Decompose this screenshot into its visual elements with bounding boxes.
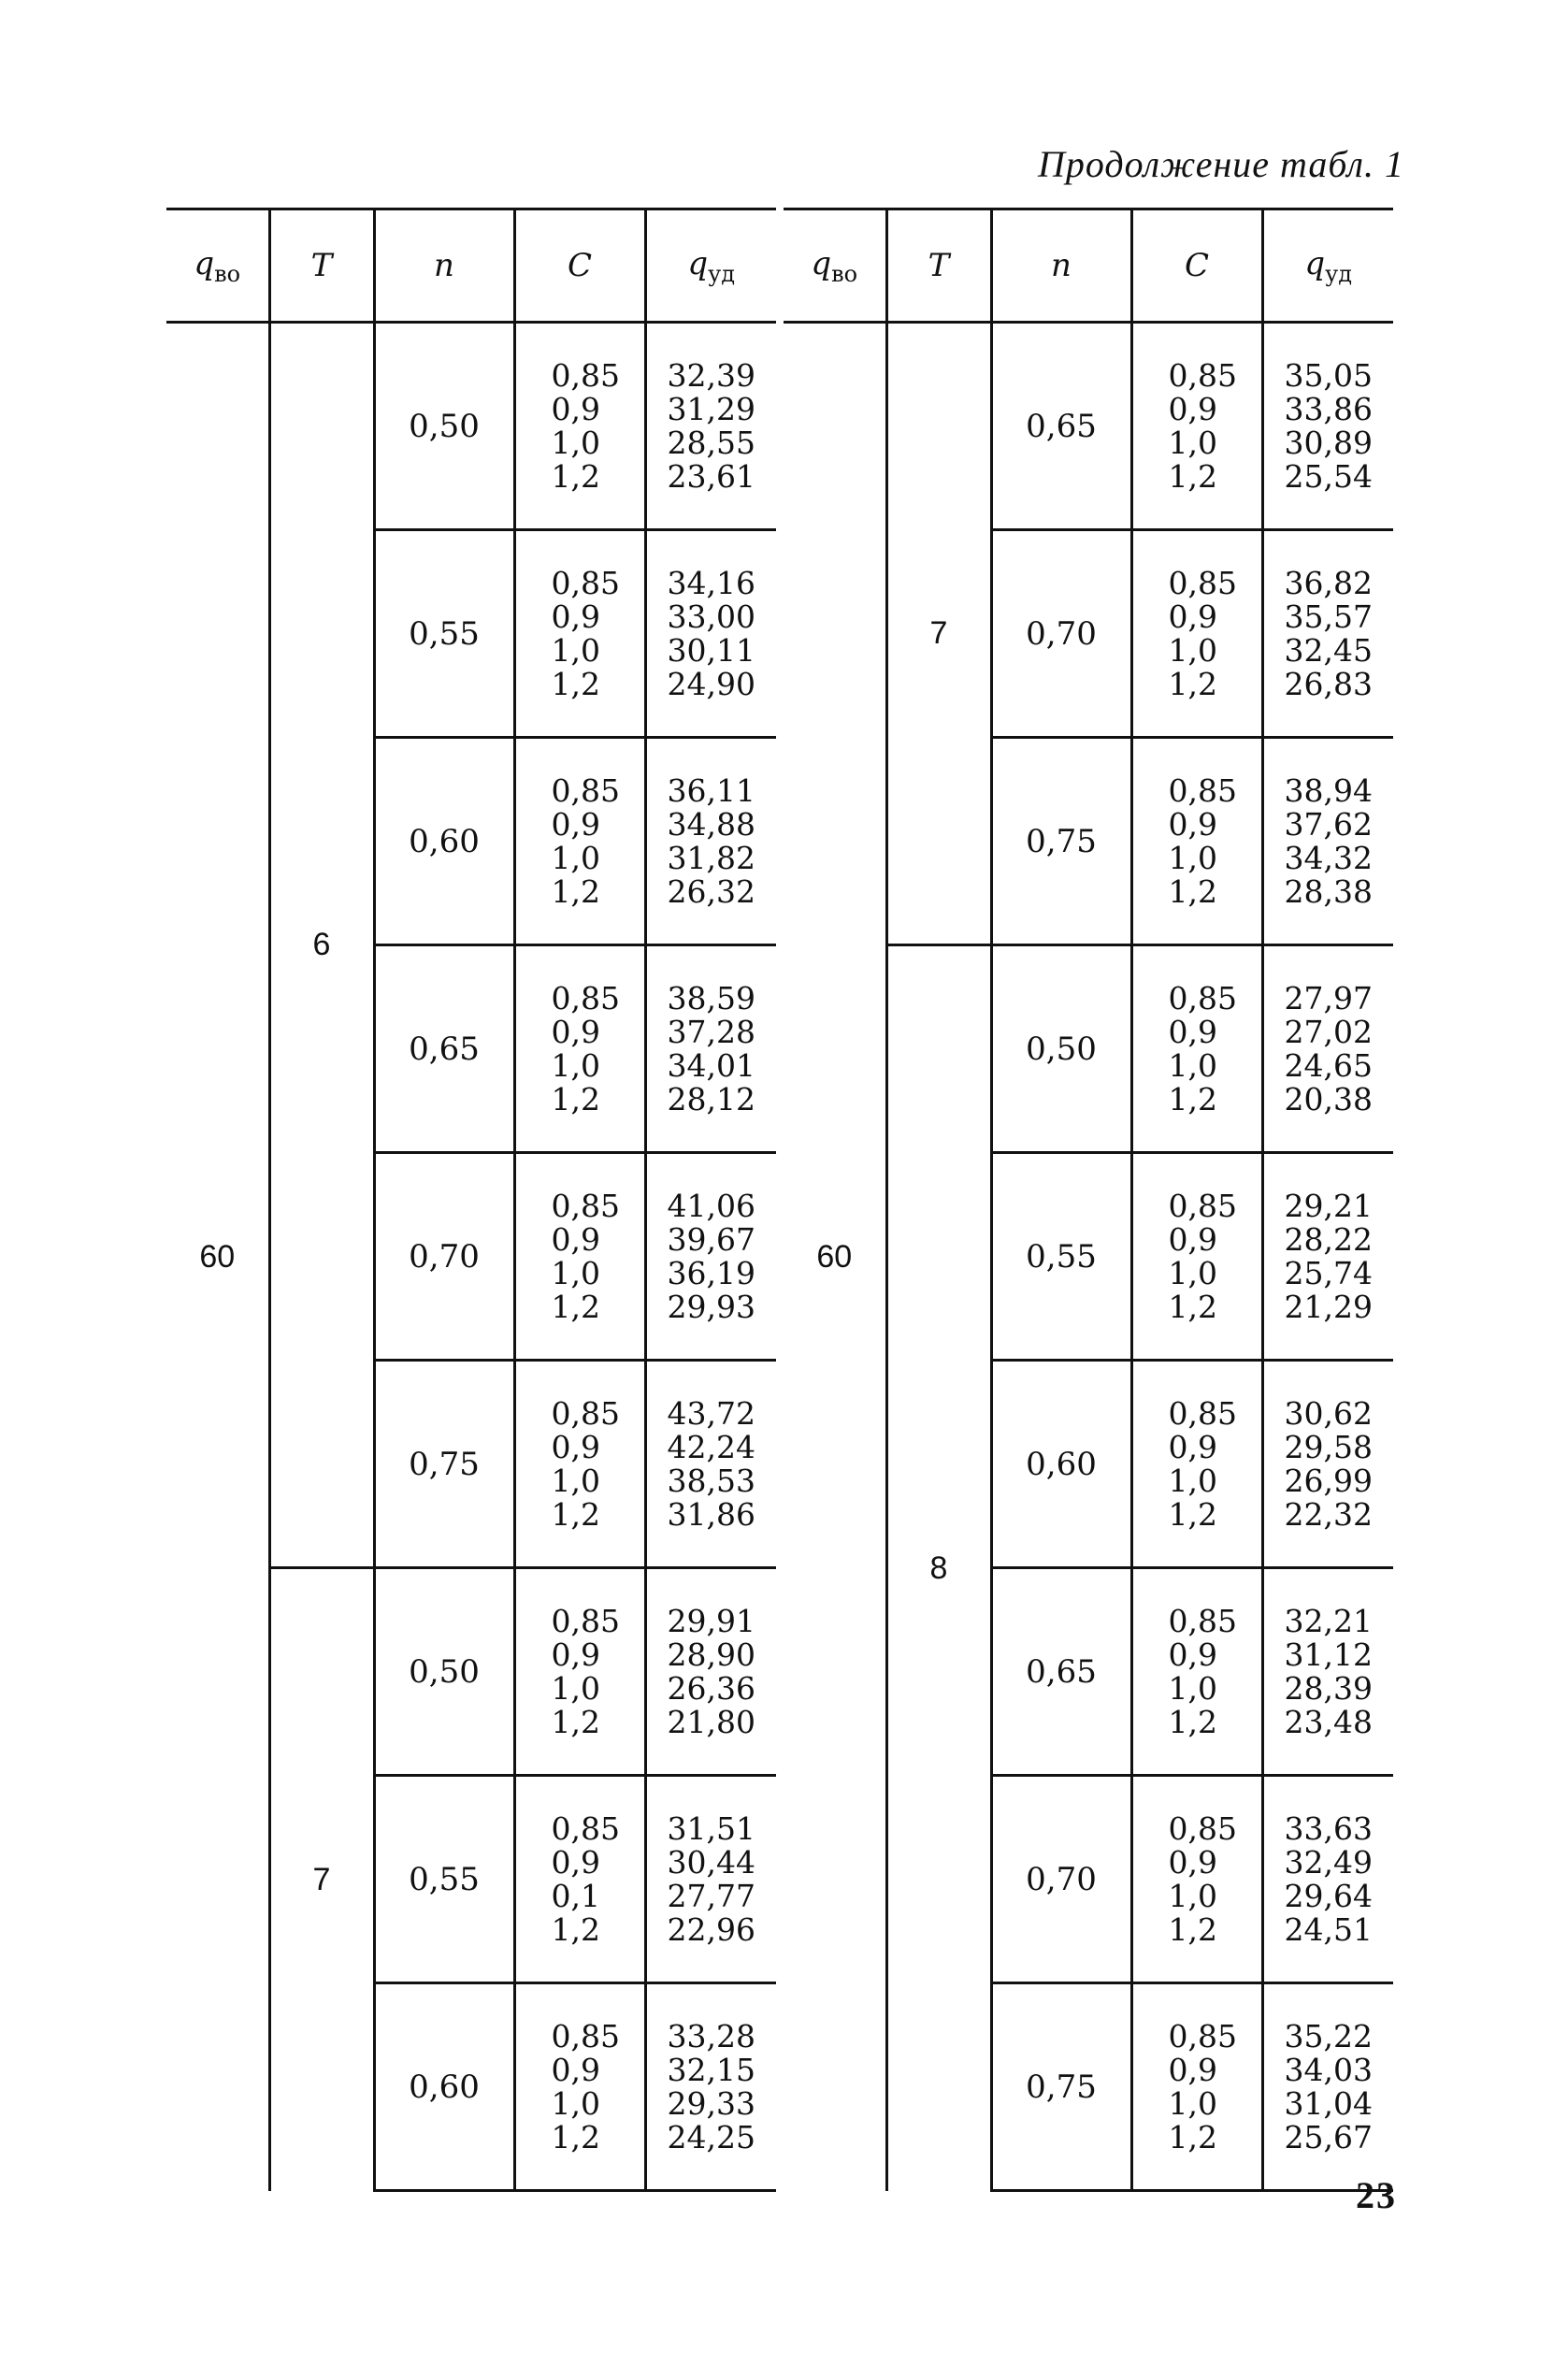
qud-value: 29,33 [667, 2084, 755, 2122]
C-values [514, 945, 645, 1153]
qud-values [1262, 1776, 1393, 1983]
C-value: 0,85 [551, 979, 620, 1016]
n-value: 0,55 [374, 1776, 514, 1983]
qud-values [645, 945, 776, 1153]
C-values [514, 738, 645, 945]
qud-value: 28,90 [667, 1636, 755, 1673]
C-value: 1,0 [1168, 2084, 1217, 2122]
qud-value: 35,57 [1284, 598, 1373, 635]
qud-value: 32,45 [1284, 631, 1373, 669]
qud-value: 28,12 [667, 1080, 755, 1117]
qud-value: 20,38 [1284, 1080, 1373, 1117]
C-value: 1,0 [551, 1462, 600, 1499]
qud-value: 43,72 [667, 1394, 755, 1432]
qud-values [645, 530, 776, 738]
C-value: 0,85 [551, 1602, 620, 1639]
C-value: 0,9 [551, 1636, 600, 1673]
C-value: 0,85 [551, 1187, 620, 1224]
header-row [166, 209, 776, 323]
qud-value: 34,16 [667, 564, 755, 601]
table-row [784, 323, 1393, 530]
C-value: 0,9 [1168, 390, 1217, 427]
qud-values [1262, 945, 1393, 1153]
qud-values [1262, 1153, 1393, 1361]
n-value: 0,70 [991, 530, 1131, 738]
C-value: 0,85 [1168, 564, 1237, 601]
qud-value: 32,39 [667, 356, 755, 394]
C-value: 0,85 [1168, 1809, 1237, 1847]
C-values [1131, 323, 1262, 530]
qud-value: 29,64 [1284, 1877, 1373, 1914]
C-value: 1,0 [1168, 839, 1217, 876]
qud-value: 33,86 [1284, 390, 1373, 427]
C-value: 0,9 [1168, 1013, 1217, 1050]
qud-value: 33,00 [667, 598, 755, 635]
header-q0: $q_{во}$ [784, 209, 886, 323]
C-value: 1,0 [551, 1254, 600, 1291]
qud-values [645, 1568, 776, 1776]
qud-value: 41,06 [667, 1187, 755, 1224]
C-value: 0,85 [1168, 979, 1237, 1016]
qud-value: 34,01 [667, 1046, 755, 1084]
n-value: 0,50 [374, 323, 514, 530]
n-value: 0,75 [991, 1983, 1131, 2191]
C-value: 1,0 [551, 424, 600, 461]
C-value: 1,2 [1168, 1495, 1217, 1533]
q0-value: 60 [199, 1238, 236, 1275]
C-values [514, 323, 645, 530]
qud-values [645, 738, 776, 945]
C-value: 1,0 [551, 1046, 600, 1084]
n-value: 0,60 [991, 1361, 1131, 1568]
qud-value: 33,28 [667, 2017, 755, 2054]
C-value: 0,9 [1168, 598, 1217, 635]
C-value: 0,9 [1168, 1636, 1217, 1673]
C-value: 0,85 [1168, 356, 1237, 394]
qud-value: 36,19 [667, 1254, 755, 1291]
right-table-half [784, 208, 1393, 2192]
T-value: 7 [886, 323, 991, 945]
C-value: 1,2 [1168, 872, 1217, 910]
C-value: 0,9 [1168, 805, 1217, 843]
C-value: 0,85 [551, 1809, 620, 1847]
qud-value: 35,05 [1284, 356, 1373, 394]
C-value: 0,9 [551, 390, 600, 427]
n-value: 0,65 [374, 945, 514, 1153]
C-value: 0,9 [551, 1843, 600, 1881]
qud-value: 26,83 [1284, 665, 1373, 702]
qud-value: 23,48 [1284, 1703, 1373, 1740]
qud-value: 25,74 [1284, 1254, 1373, 1291]
C-value: 0,1 [551, 1877, 600, 1914]
n-value: 0,60 [374, 738, 514, 945]
C-value: 0,85 [1168, 771, 1237, 809]
qud-value: 24,65 [1284, 1046, 1373, 1084]
C-value: 1,2 [1168, 2118, 1217, 2155]
qud-value: 27,97 [1284, 979, 1373, 1016]
qud-value: 30,11 [667, 631, 755, 669]
qud-value: 29,21 [1284, 1187, 1373, 1224]
header-n: n [991, 209, 1131, 323]
C-value: 1,2 [1168, 1910, 1217, 1948]
C-value: 1,0 [1168, 424, 1217, 461]
qud-value: 30,62 [1284, 1394, 1373, 1432]
C-values [514, 1568, 645, 1776]
C-values [1131, 1983, 1262, 2191]
n-value: 0,55 [991, 1153, 1131, 1361]
C-values [1131, 1568, 1262, 1776]
header-n: n [374, 209, 514, 323]
C-value: 1,0 [1168, 1046, 1217, 1084]
C-values [1131, 945, 1262, 1153]
page-number: 23 [1356, 2174, 1397, 2216]
C-value: 1,2 [551, 1288, 600, 1325]
header-C: C [514, 209, 645, 323]
header-q0: $q_{во}$ [166, 209, 269, 323]
C-values [514, 530, 645, 738]
C-value: 1,0 [1168, 1462, 1217, 1499]
C-value: 0,9 [1168, 1843, 1217, 1881]
qud-value: 31,86 [667, 1495, 755, 1533]
q0-value: 60 [816, 1238, 853, 1275]
C-values [1131, 1153, 1262, 1361]
qud-value: 27,77 [667, 1877, 755, 1914]
C-value: 0,9 [1168, 2051, 1217, 2088]
qud-value: 31,51 [667, 1809, 755, 1847]
qud-value: 28,22 [1284, 1220, 1373, 1258]
qud-value: 22,96 [667, 1910, 755, 1948]
C-value: 0,85 [1168, 2017, 1237, 2054]
C-value: 1,2 [551, 2118, 600, 2155]
qud-value: 38,94 [1284, 771, 1373, 809]
qud-values [645, 1153, 776, 1361]
header-T: T [269, 209, 374, 323]
qud-values [1262, 323, 1393, 530]
C-value: 0,9 [1168, 1220, 1217, 1258]
C-values [514, 1983, 645, 2191]
qud-value: 36,82 [1284, 564, 1373, 601]
C-value: 1,2 [551, 1910, 600, 1948]
qud-value: 32,15 [667, 2051, 755, 2088]
qud-value: 35,22 [1284, 2017, 1373, 2054]
C-value: 1,2 [551, 665, 600, 702]
qud-value: 28,55 [667, 424, 755, 461]
qud-value: 24,51 [1284, 1910, 1373, 1948]
header-qud: $q_{уд}$ [1262, 209, 1393, 323]
C-value: 0,85 [1168, 1394, 1237, 1432]
C-value: 0,9 [1168, 1428, 1217, 1465]
qud-value: 34,32 [1284, 839, 1373, 876]
qud-value: 24,25 [667, 2118, 755, 2155]
qud-value: 25,54 [1284, 457, 1373, 495]
C-value: 0,9 [551, 1220, 600, 1258]
n-value: 0,70 [991, 1776, 1131, 1983]
qud-value: 38,53 [667, 1462, 755, 1499]
C-value: 1,2 [551, 1703, 600, 1740]
qud-value: 26,36 [667, 1669, 755, 1707]
qud-value: 38,59 [667, 979, 755, 1016]
n-value: 0,70 [374, 1153, 514, 1361]
C-value: 1,2 [551, 1495, 600, 1533]
qud-value: 30,44 [667, 1843, 755, 1881]
qud-value: 30,89 [1284, 424, 1373, 461]
header-qud: $q_{уд}$ [645, 209, 776, 323]
qud-value: 31,12 [1284, 1636, 1373, 1673]
qud-value: 24,90 [667, 665, 755, 702]
qud-value: 28,39 [1284, 1669, 1373, 1707]
qud-value: 22,32 [1284, 1495, 1373, 1533]
C-value: 1,0 [551, 631, 600, 669]
qud-value: 29,58 [1284, 1428, 1373, 1465]
qud-value: 23,61 [667, 457, 755, 495]
C-values [1131, 738, 1262, 945]
C-value: 1,0 [1168, 631, 1217, 669]
qud-values [645, 1776, 776, 1983]
qud-value: 34,03 [1284, 2051, 1373, 2088]
qud-value: 37,62 [1284, 805, 1373, 843]
qud-value: 29,91 [667, 1602, 755, 1639]
qud-value: 27,02 [1284, 1013, 1373, 1050]
C-value: 0,85 [551, 356, 620, 394]
qud-values [1262, 1568, 1393, 1776]
C-values [1131, 1776, 1262, 1983]
C-value: 1,2 [1168, 457, 1217, 495]
C-value: 1,2 [551, 872, 600, 910]
C-value: 1,0 [1168, 1669, 1217, 1707]
qud-value: 28,38 [1284, 872, 1373, 910]
C-value: 0,85 [1168, 1187, 1237, 1224]
header-C: C [1131, 209, 1262, 323]
qud-value: 31,82 [667, 839, 755, 876]
left-table-half [166, 208, 776, 2192]
qud-value: 25,67 [1284, 2118, 1373, 2155]
T-value: 6 [269, 323, 374, 1568]
C-value: 0,9 [551, 805, 600, 843]
qud-values [1262, 530, 1393, 738]
C-values [514, 1361, 645, 1568]
qud-values [645, 1983, 776, 2191]
qud-value: 31,29 [667, 390, 755, 427]
C-values [1131, 1361, 1262, 1568]
C-values [514, 1153, 645, 1361]
C-value: 0,85 [551, 564, 620, 601]
T-value: 7 [269, 1568, 374, 2191]
C-value: 1,0 [1168, 1254, 1217, 1291]
qud-value: 32,49 [1284, 1843, 1373, 1881]
header-T: T [886, 209, 991, 323]
n-value: 0,65 [991, 1568, 1131, 1776]
table-continuation-caption: Продолжение табл. 1 [1037, 143, 1404, 185]
qud-values [1262, 738, 1393, 945]
qud-value: 37,28 [667, 1013, 755, 1050]
C-value: 1,0 [551, 2084, 600, 2122]
qud-value: 29,93 [667, 1288, 755, 1325]
qud-value: 34,88 [667, 805, 755, 843]
C-value: 1,2 [1168, 1080, 1217, 1117]
C-value: 1,2 [551, 1080, 600, 1117]
C-value: 0,9 [551, 598, 600, 635]
C-value: 1,2 [1168, 1288, 1217, 1325]
T-value: 8 [886, 945, 991, 2191]
qud-value: 39,67 [667, 1220, 755, 1258]
n-value: 0,60 [374, 1983, 514, 2191]
C-value: 0,9 [551, 1013, 600, 1050]
n-value: 0,75 [991, 738, 1131, 945]
qud-value: 21,80 [667, 1703, 755, 1740]
n-value: 0,50 [991, 945, 1131, 1153]
qud-values [645, 1361, 776, 1568]
C-value: 0,85 [551, 2017, 620, 2054]
qud-values [1262, 1983, 1393, 2191]
table-row [166, 323, 776, 530]
C-value: 1,2 [1168, 1703, 1217, 1740]
qud-value: 42,24 [667, 1428, 755, 1465]
C-value: 1,2 [1168, 665, 1217, 702]
C-value: 1,2 [551, 457, 600, 495]
n-value: 0,65 [991, 323, 1131, 530]
qud-value: 26,99 [1284, 1462, 1373, 1499]
data-table [166, 208, 776, 2192]
C-values [514, 1776, 645, 1983]
C-value: 0,85 [551, 1394, 620, 1432]
C-value: 1,0 [551, 839, 600, 876]
qud-value: 32,21 [1284, 1602, 1373, 1639]
n-value: 0,50 [374, 1568, 514, 1776]
C-value: 0,9 [551, 2051, 600, 2088]
qud-value: 26,32 [667, 872, 755, 910]
C-value: 1,0 [551, 1669, 600, 1707]
qud-value: 21,29 [1284, 1288, 1373, 1325]
C-values [1131, 530, 1262, 738]
qud-value: 36,11 [667, 771, 755, 809]
C-value: 0,85 [551, 771, 620, 809]
qud-values [645, 323, 776, 530]
data-table [784, 208, 1393, 2192]
n-value: 0,55 [374, 530, 514, 738]
qud-value: 33,63 [1284, 1809, 1373, 1847]
qud-value: 31,04 [1284, 2084, 1373, 2122]
n-value: 0,75 [374, 1361, 514, 1568]
C-value: 1,0 [1168, 1877, 1217, 1914]
header-row [784, 209, 1393, 323]
C-value: 0,9 [551, 1428, 600, 1465]
C-value: 0,85 [1168, 1602, 1237, 1639]
qud-values [1262, 1361, 1393, 1568]
